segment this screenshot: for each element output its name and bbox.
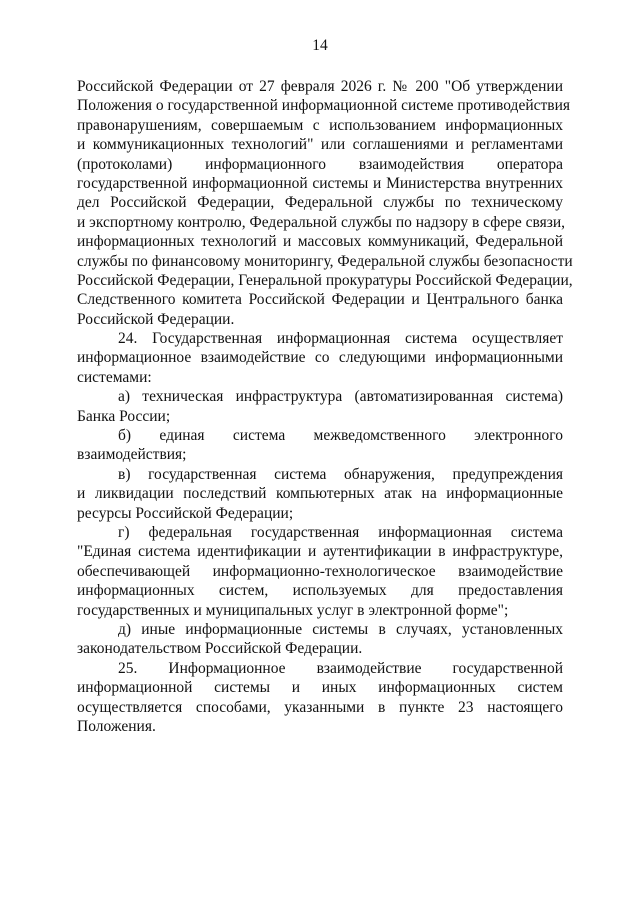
text-line: обеспечивающей информационно-технологическое взаимодействие (77, 562, 563, 580)
text-line: информационных технологий и массовых коммуникаций, Федеральной (77, 233, 563, 251)
paragraph (77, 77, 573, 329)
text-line: информационной системы и иных информационных систем (77, 679, 563, 697)
paragraph (77, 387, 563, 426)
text-line: б) единая система межведомственного электронного (118, 427, 563, 445)
page-number: 14 (312, 37, 328, 54)
paragraph (77, 329, 563, 387)
paragraph (77, 659, 563, 737)
text-line: государственных и муниципальных услуг в электронной форме"; (77, 601, 509, 619)
text-line: и коммуникационных технологий" или соглашениями и регламентами (77, 136, 563, 154)
text-line: Российской Федерации. (77, 310, 235, 328)
text-line: 24. Государственная информационная система осуществляет (118, 330, 563, 348)
text-line: службы по финансовому мониторингу, Федеральной службы безопасности (77, 252, 573, 270)
text-line: в) государственная система обнаружения, предупреждения (118, 465, 563, 483)
text-line: а) техническая инфраструктура (автоматизированная система) (118, 388, 563, 406)
text-line: государственной информационной системы и Министерства внутренних (77, 174, 563, 192)
text-line: правонарушениям, совершаемым с использованием информационных (77, 116, 563, 134)
text-line: осуществляется способами, указанными в пункте 23 настоящего (77, 698, 563, 716)
text-line: Следственного комитета Российской Федерации и Центрального банка (77, 291, 563, 309)
paragraph (77, 465, 563, 523)
text-line: Положения. (77, 717, 156, 735)
text-line: и экспортному контролю, Федеральной службы по надзору в сфере связи, (77, 213, 566, 231)
document-body (77, 77, 573, 736)
text-line: "Единая система идентификации и аутентификации в инфраструктуре, (77, 543, 563, 561)
text-line: взаимодействия; (77, 446, 187, 464)
text-line: информационное взаимодействие со следующими информационными (77, 349, 563, 367)
text-line: Российской Федерации от 27 февраля 2026 г. № 200 "Об утверждении (77, 78, 563, 95)
text-line: г) федеральная государственная информационная система (118, 523, 563, 541)
paragraph (77, 523, 563, 620)
text-line: и ликвидации последствий компьютерных атак на информационные (77, 485, 563, 503)
text-line: ресурсы Российской Федерации; (77, 504, 294, 522)
text-line: Российской Федерации, Генеральной прокуратуры Российской Федерации, (77, 271, 573, 289)
text-line: 25. Информационное взаимодействие государственной (118, 659, 563, 677)
paragraph (77, 620, 563, 659)
text-line: дел Российской Федерации, Федеральной службы по техническому (77, 194, 563, 212)
text-line: системами: (77, 368, 152, 386)
text-line: законодательством Российской Федерации. (77, 640, 363, 658)
text-line: Положения о государственной информационной системе противодействия (77, 97, 571, 115)
text-line: д) иные информационные системы в случаях, установленных (118, 620, 563, 638)
paragraph (77, 426, 563, 465)
text-line: Банка России; (77, 407, 171, 425)
text-line: информационных систем, используемых для предоставления (77, 582, 563, 600)
text-line: (протоколами) информационного взаимодействия оператора (77, 155, 563, 173)
